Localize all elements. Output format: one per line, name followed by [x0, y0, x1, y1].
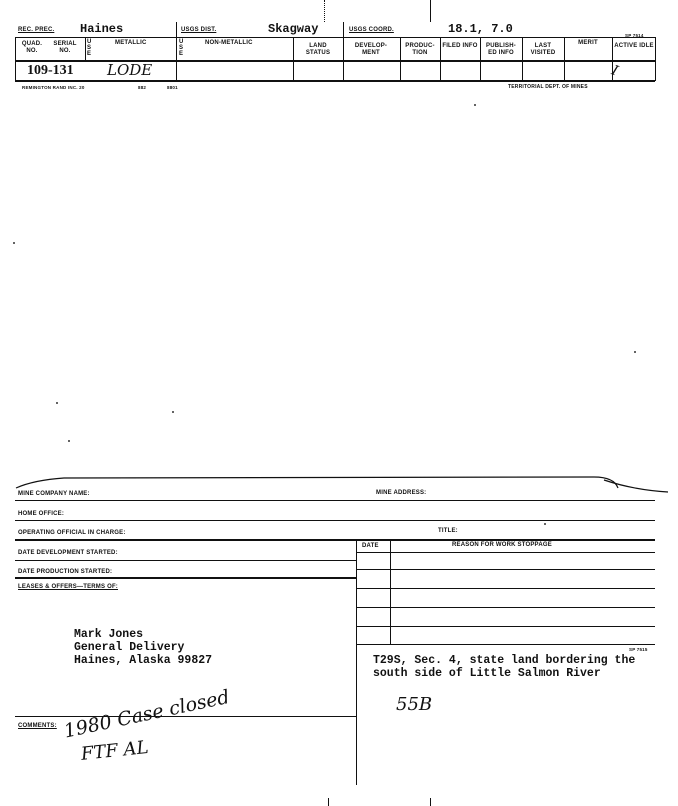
card-top-edge — [14, 474, 670, 496]
col-metallic: METALLIC — [115, 40, 147, 46]
printer-imprint: REMINGTON RAND INC. 20 — [22, 85, 85, 90]
leases-offers-label: LEASES & OFFERS—TERMS OF: — [18, 584, 119, 590]
home-office-label: HOME OFFICE: — [18, 511, 65, 517]
col-use-2: U S E — [179, 39, 184, 57]
col-filed-info: FILED INFO — [442, 43, 478, 49]
col-active-idle: ACTIVE IDLE — [614, 43, 654, 49]
date-production-label: DATE PRODUCTION STARTED: — [18, 569, 113, 575]
location-line: T29S, Sec. 4, state land bordering the — [373, 654, 636, 667]
col-non-metallic: NON-METALLIC — [205, 40, 253, 46]
col-merit: MERIT — [578, 40, 598, 46]
printer-code-2: 8801 — [167, 85, 178, 90]
rec-prec-value: Haines — [80, 22, 124, 36]
col-development: DEVELOP-MENT — [354, 43, 388, 56]
usgs-dist-value: Skagway — [268, 22, 319, 36]
usgs-coord-value: 18.1, 7.0 — [448, 22, 513, 36]
leases-line: General Delivery — [74, 641, 185, 654]
leases-line: Mark Jones — [74, 628, 144, 641]
col-last-visited: LAST VISITED — [530, 43, 556, 56]
handwritten-number: 55B — [396, 694, 433, 715]
date-development-label: DATE DEVELOPMENT STARTED: — [18, 550, 118, 556]
quad-serial-value: 109-131 — [27, 63, 74, 78]
col-quad-no: QUAD. NO. — [21, 41, 43, 54]
col-date: DATE — [362, 543, 379, 549]
col-published-info: PUBLISH-ED INFO — [486, 43, 516, 56]
active-idle-value: I — [609, 62, 621, 80]
title-label: TITLE: — [438, 528, 458, 534]
leases-address — [74, 628, 212, 667]
rec-prec-label: REC. PREC. — [18, 27, 55, 33]
form-number-bottom: SP 7515 — [629, 647, 648, 652]
mine-company-label: MINE COMPANY NAME: — [18, 491, 90, 497]
comments-handwriting-1: 1980 Case closed — [62, 685, 232, 743]
mine-address-label: MINE ADDRESS: — [376, 490, 427, 496]
col-reason-stoppage: REASON FOR WORK STOPPAGE — [452, 542, 552, 548]
fold-mark — [430, 0, 431, 22]
comments-label: COMMENTS: — [18, 723, 57, 729]
leases-line: Haines, Alaska 99827 — [74, 654, 213, 667]
col-production: PRODUC-TION — [405, 43, 435, 56]
col-use-1: U S E — [87, 39, 92, 57]
usgs-coord-label: USGS COORD. — [349, 27, 394, 33]
col-land-status: LAND STATUS — [305, 43, 331, 56]
comments-handwriting-2: FTF AL — [80, 736, 150, 765]
fold-mark — [324, 0, 325, 22]
metallic-value: LODE — [107, 61, 153, 79]
operating-official-label: OPERATING OFFICIAL IN CHARGE: — [18, 530, 126, 536]
location-line: south side of Little Salmon River — [373, 667, 601, 680]
form-number: SP 7514 — [625, 33, 644, 38]
department-imprint: TERRITORIAL DEPT. OF MINES — [508, 84, 588, 90]
location-description — [373, 654, 635, 680]
printer-code-1: 882 — [138, 85, 147, 90]
col-serial-no: SERIAL NO. — [53, 41, 77, 54]
usgs-dist-label: USGS DIST. — [181, 27, 217, 33]
